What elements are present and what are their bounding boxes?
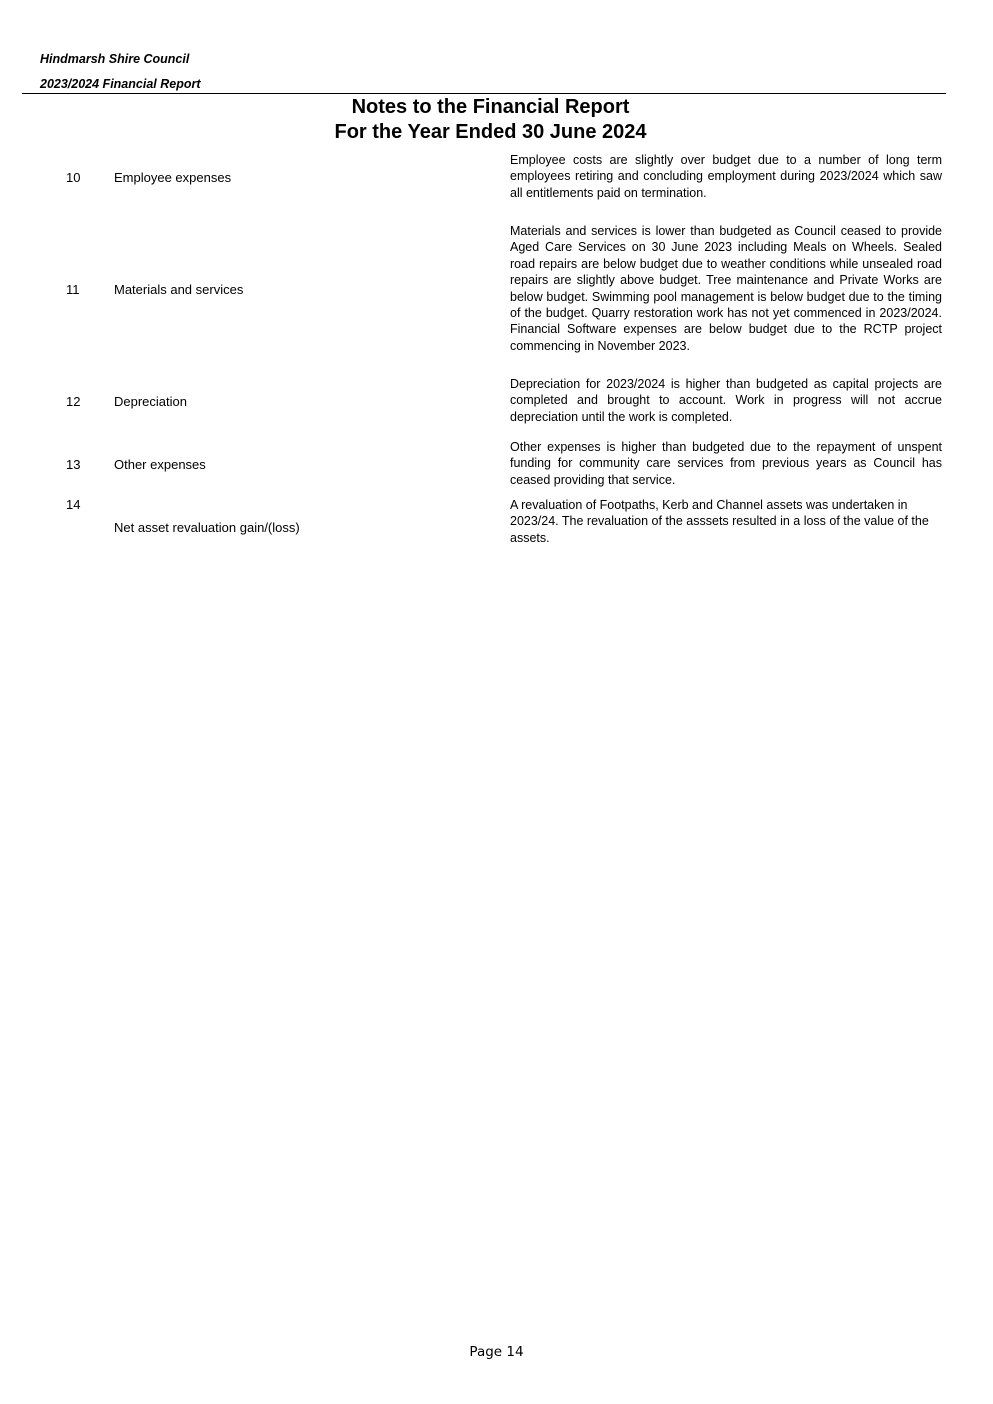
report-name: 2023/2024 Financial Report: [40, 77, 201, 91]
note-explanation: Materials and services is lower than budgeted as Council ceased to provide Aged Care Services on 30 June 2023 including Meals on Wheels. Sealed road repairs are below budget due to weather conditions while unsealed road repairs are slightly above budget. Tree maintenance and Private Works are below budget. Swimming pool management is below budget due to the timing of the budget. Quarry restoration work has not yet commenced in 2023/2024. Financial Software expenses are below budget due to the RCTP project commencing in November 2023.: [510, 224, 942, 353]
organisation-name: Hindmarsh Shire Council: [40, 52, 190, 66]
note-label: Employee expenses: [114, 170, 232, 185]
note-number: 12: [66, 394, 81, 409]
note-number: 10: [66, 170, 81, 185]
note-label: Other expenses: [114, 457, 206, 472]
note-label: Materials and services: [114, 282, 244, 297]
page-title-line-2: For the Year Ended 30 June 2024: [334, 121, 647, 143]
note-explanation: Employee costs are slightly over budget due to a number of long term employees retiring and concluding employment during 2023/2024 which saw all entitlements paid on termination.: [510, 153, 942, 200]
page-title: [0, 95, 981, 145]
page-number: Page 14: [469, 1344, 524, 1360]
note-number: 13: [66, 457, 81, 472]
note-label: Net asset revaluation gain/(loss): [114, 520, 300, 535]
header-divider: [22, 93, 946, 94]
note-explanation: Other expenses is higher than budgeted due to the repayment of unspent funding for community care services from previous years as Council has ceased providing that service.: [510, 440, 942, 487]
note-explanation: Depreciation for 2023/2024 is higher than budgeted as capital projects are completed and brought to account. Work in progress will not accrue depreciation until the work is completed.: [510, 377, 942, 424]
page-title-line-1: Notes to the Financial Report: [351, 96, 630, 118]
note-number: 14: [66, 497, 81, 512]
note-number: 11: [66, 282, 80, 297]
note-label: Depreciation: [114, 394, 187, 409]
note-explanation: A revaluation of Footpaths, Kerb and Channel assets was undertaken in 2023/24. The revaluation of the asssets resulted in a loss of the value of the assets.: [510, 498, 929, 545]
